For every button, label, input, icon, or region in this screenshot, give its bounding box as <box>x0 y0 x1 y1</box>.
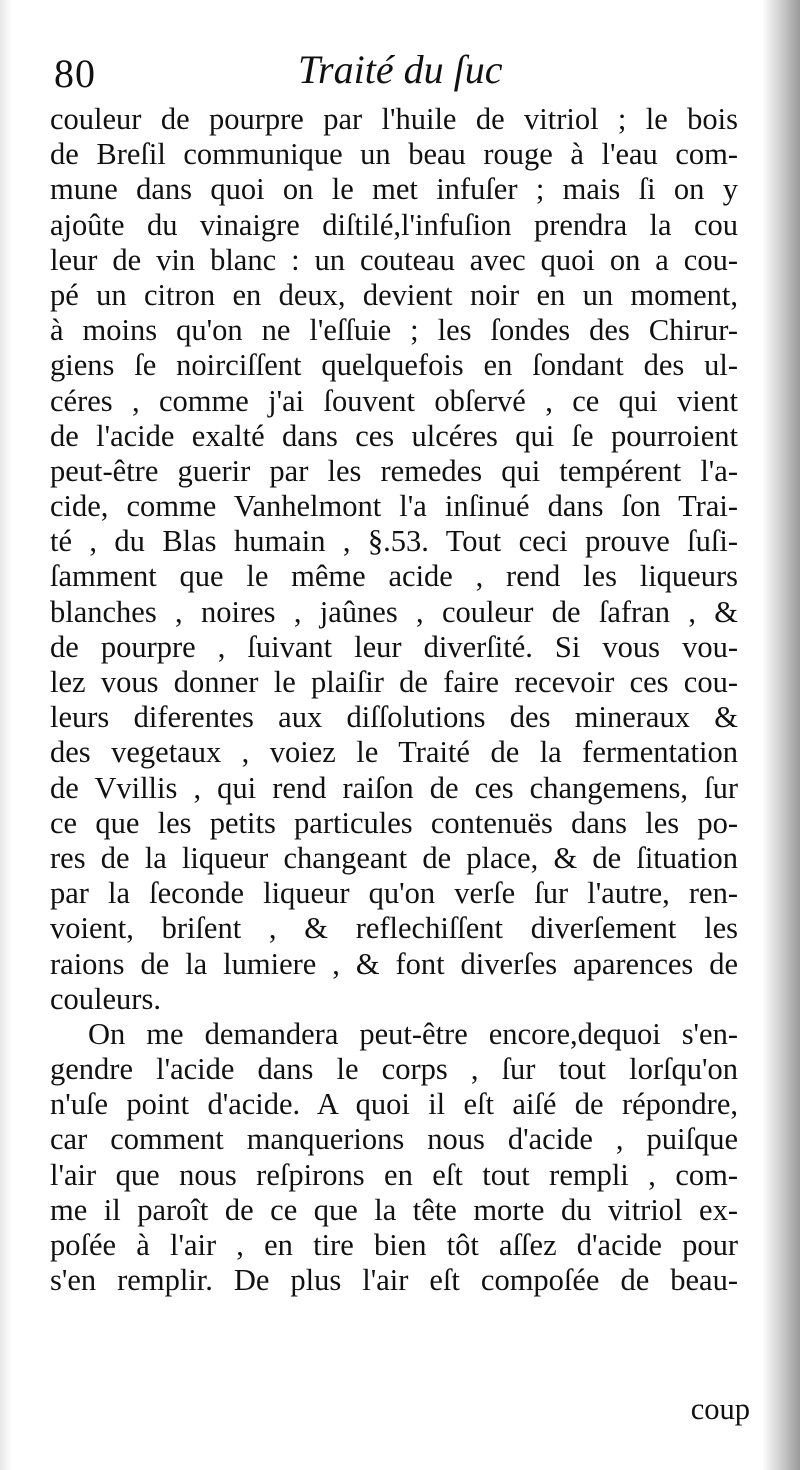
text-line: car comment manquerions nous d'acide , puiſque <box>50 1122 738 1157</box>
text-line: lez vous donner le plaiſir de faire recevoir ces cou- <box>50 665 738 699</box>
text-line: ſamment que le même acide , rend les liqueurs <box>50 559 738 594</box>
body-text <box>50 102 738 1298</box>
text-line: ce que les petits particules contenuës dans les po- <box>50 805 738 840</box>
text-line: peut-être guerir par les remedes qui tempérent l'a- <box>50 453 738 488</box>
text-line: leur de vin blanc : un couteau avec quoi on a cou- <box>50 242 738 277</box>
text-line: s'en remplir. De plus l'air eſt compoſée de beau- <box>50 1263 738 1298</box>
text-line: me il paroît de ce que la tête morte du vitriol ex- <box>50 1192 738 1227</box>
text-line: de Breſil communique un beau rouge à l'eau com- <box>50 137 738 172</box>
text-line: de Vvillis , qui rend raiſon de ces changemens, ſur <box>50 770 738 805</box>
paragraph-start-line: On me demandera peut-être encore,dequoi s'en- <box>88 1016 738 1051</box>
text-line: poſée à l'air , en tire bien tôt aſſez d'acide pour <box>50 1228 738 1262</box>
text-line: ajoûte du vinaigre diſtilé,l'infuſion prendra la cou <box>50 207 738 242</box>
text-line: de l'acide exalté dans ces ulcéres qui ſe pourroient <box>50 418 738 453</box>
paragraph-end-line: couleurs. <box>50 981 161 1016</box>
text-line: leurs diferentes aux diſſolutions des mineraux & <box>50 700 738 735</box>
text-line: couleur de pourpre par l'huile de vitriol ; le bois <box>50 102 738 136</box>
text-line: gendre l'acide dans le corps , ſur tout lorſqu'on <box>50 1052 738 1087</box>
catchword: coup <box>690 1392 750 1426</box>
text-line: blanches , noires , jaûnes , couleur de ſafran , & <box>50 594 738 629</box>
text-line: mune dans quoi on le met infuſer ; mais ſi on y <box>50 172 738 207</box>
text-line: céres , comme j'ai ſouvent obſervé , ce qui vient <box>50 383 738 418</box>
page-shadow-left <box>0 0 12 1470</box>
text-line: pé un citron en deux, devient noir en un moment, <box>50 277 738 312</box>
text-line: res de la liqueur changeant de place, & de ſituation <box>50 840 738 875</box>
text-line: des vegetaux , voiez le Traité de la fermentation <box>50 735 738 770</box>
page-number: 80 <box>54 51 96 96</box>
text-line: cide, comme Vanhelmont l'a inſinué dans ſon Trai- <box>50 489 738 524</box>
text-line: voient, briſent , & reflechiſſent diverſement les <box>50 911 738 946</box>
text-line: giens ſe noirciſſent quelquefois en ſondant des ul- <box>50 348 738 383</box>
text-line: à moins qu'on ne l'eſſuie ; les ſondes des Chirur- <box>50 313 738 348</box>
page-shadow-right <box>762 0 800 1470</box>
text-line: de pourpre , ſuivant leur diverſité. Si vous vou- <box>50 629 738 664</box>
page-header <box>50 42 750 102</box>
text-line: n'uſe point d'acide. A quoi il eſt aiſé de répondre, <box>50 1087 738 1122</box>
running-title: Traité du ſuc <box>298 47 503 92</box>
text-line: l'air que nous reſpirons en eſt tout rempli , com- <box>50 1157 738 1192</box>
text-line: té , du Blas humain , §.53. Tout ceci prouve ſuſi- <box>50 524 738 559</box>
text-line: par la ſeconde liqueur qu'on verſe ſur l'autre, ren- <box>50 876 738 911</box>
text-line: raions de la lumiere , & font diverſes aparences de <box>50 946 738 981</box>
